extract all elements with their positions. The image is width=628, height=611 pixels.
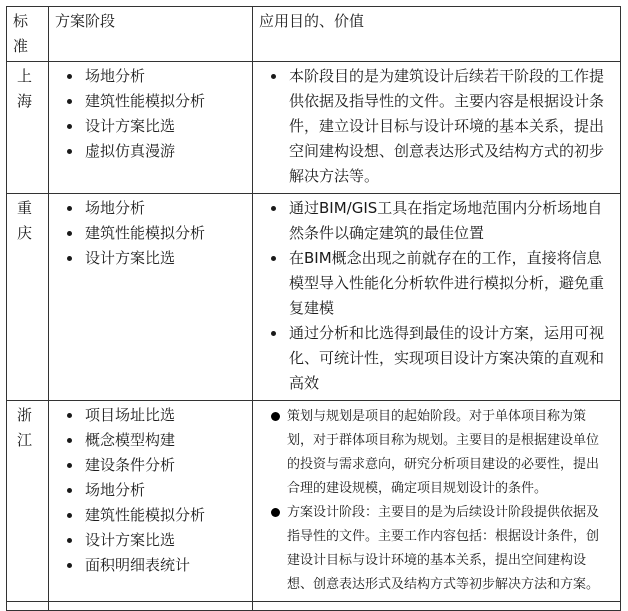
value-cell-empty bbox=[253, 602, 621, 611]
phase-item: 设计方案比选 bbox=[63, 246, 246, 271]
value-item: 通过BIM/GIS工具在指定场地范围内分析场地自然条件以确定建筑的最佳位置 bbox=[267, 196, 612, 246]
phase-list bbox=[49, 401, 252, 582]
region-cell: 重庆 bbox=[7, 194, 49, 401]
value-list bbox=[253, 401, 620, 601]
phase-list bbox=[49, 194, 252, 275]
region-cell-empty bbox=[7, 602, 49, 611]
phase-item: 建筑性能模拟分析 bbox=[63, 221, 246, 246]
phase-list bbox=[49, 62, 252, 168]
value-item: 在BIM概念出现之前就存在的工作，直接将信息模型导入性能化分析软件进行模拟分析，避免重复建模 bbox=[267, 246, 612, 321]
phase-item: 设计方案比选 bbox=[63, 528, 246, 553]
phase-cell bbox=[49, 401, 253, 602]
phase-item: 虚拟仿真漫游 bbox=[63, 139, 246, 164]
table-row bbox=[7, 194, 621, 401]
value-cell bbox=[253, 401, 621, 602]
phase-item: 场地分析 bbox=[63, 478, 246, 503]
table-row bbox=[7, 401, 621, 602]
header-value: 应用目的、价值 bbox=[253, 7, 621, 62]
phase-item: 面积明细表统计 bbox=[63, 553, 246, 578]
phase-cell bbox=[49, 62, 253, 194]
phase-item: 设计方案比选 bbox=[63, 114, 246, 139]
table-row-partial bbox=[7, 602, 621, 611]
phase-item: 项目场址比选 bbox=[63, 403, 246, 428]
standards-table bbox=[6, 6, 621, 611]
region-cell: 浙江 bbox=[7, 401, 49, 602]
phase-item: 场地分析 bbox=[63, 196, 246, 221]
phase-item: 场地分析 bbox=[63, 64, 246, 89]
phase-cell bbox=[49, 194, 253, 401]
value-cell bbox=[253, 62, 621, 194]
phase-item: 建设条件分析 bbox=[63, 453, 246, 478]
phase-cell-empty bbox=[49, 602, 253, 611]
table-header-row bbox=[7, 7, 621, 62]
value-list bbox=[253, 194, 620, 400]
header-phase: 方案阶段 bbox=[49, 7, 253, 62]
table-row bbox=[7, 62, 621, 194]
region-cell: 上海 bbox=[7, 62, 49, 194]
value-cell bbox=[253, 194, 621, 401]
header-region: 标准 bbox=[7, 7, 49, 62]
value-list bbox=[253, 62, 620, 193]
value-item: 通过分析和比选得到最佳的设计方案，运用可视化、可统计性，实现项目设计方案决策的直观和高效 bbox=[267, 321, 612, 396]
value-item: 策划与规划是项目的起始阶段。对于单体项目称为策划，对于群体项目称为规划。主要目的是根据建设单位的投资与需求意向，研究分析项目建设的必要性，提出合理的建设规模，确定项目规划设计的条件。 bbox=[263, 405, 610, 501]
value-item: 本阶段目的是为建筑设计后续若干阶段的工作提供依据及指导性的文件。主要内容是根据设计条件，建立设计目标与设计环境的基本关系，提出空间建构设想、创意表达形式及结构方式的初步解决方法等。 bbox=[267, 64, 612, 189]
phase-item: 概念模型构建 bbox=[63, 428, 246, 453]
value-item: 方案设计阶段：主要目的是为后续设计阶段提供依据及指导性的文件。主要工作内容包括：根据设计条件，创建设计目标与设计环境的基本关系，提出空间建构设想、创意表达形式及结构方式等初步解决方法和方案。 bbox=[263, 501, 610, 597]
phase-item: 建筑性能模拟分析 bbox=[63, 503, 246, 528]
phase-item: 建筑性能模拟分析 bbox=[63, 89, 246, 114]
